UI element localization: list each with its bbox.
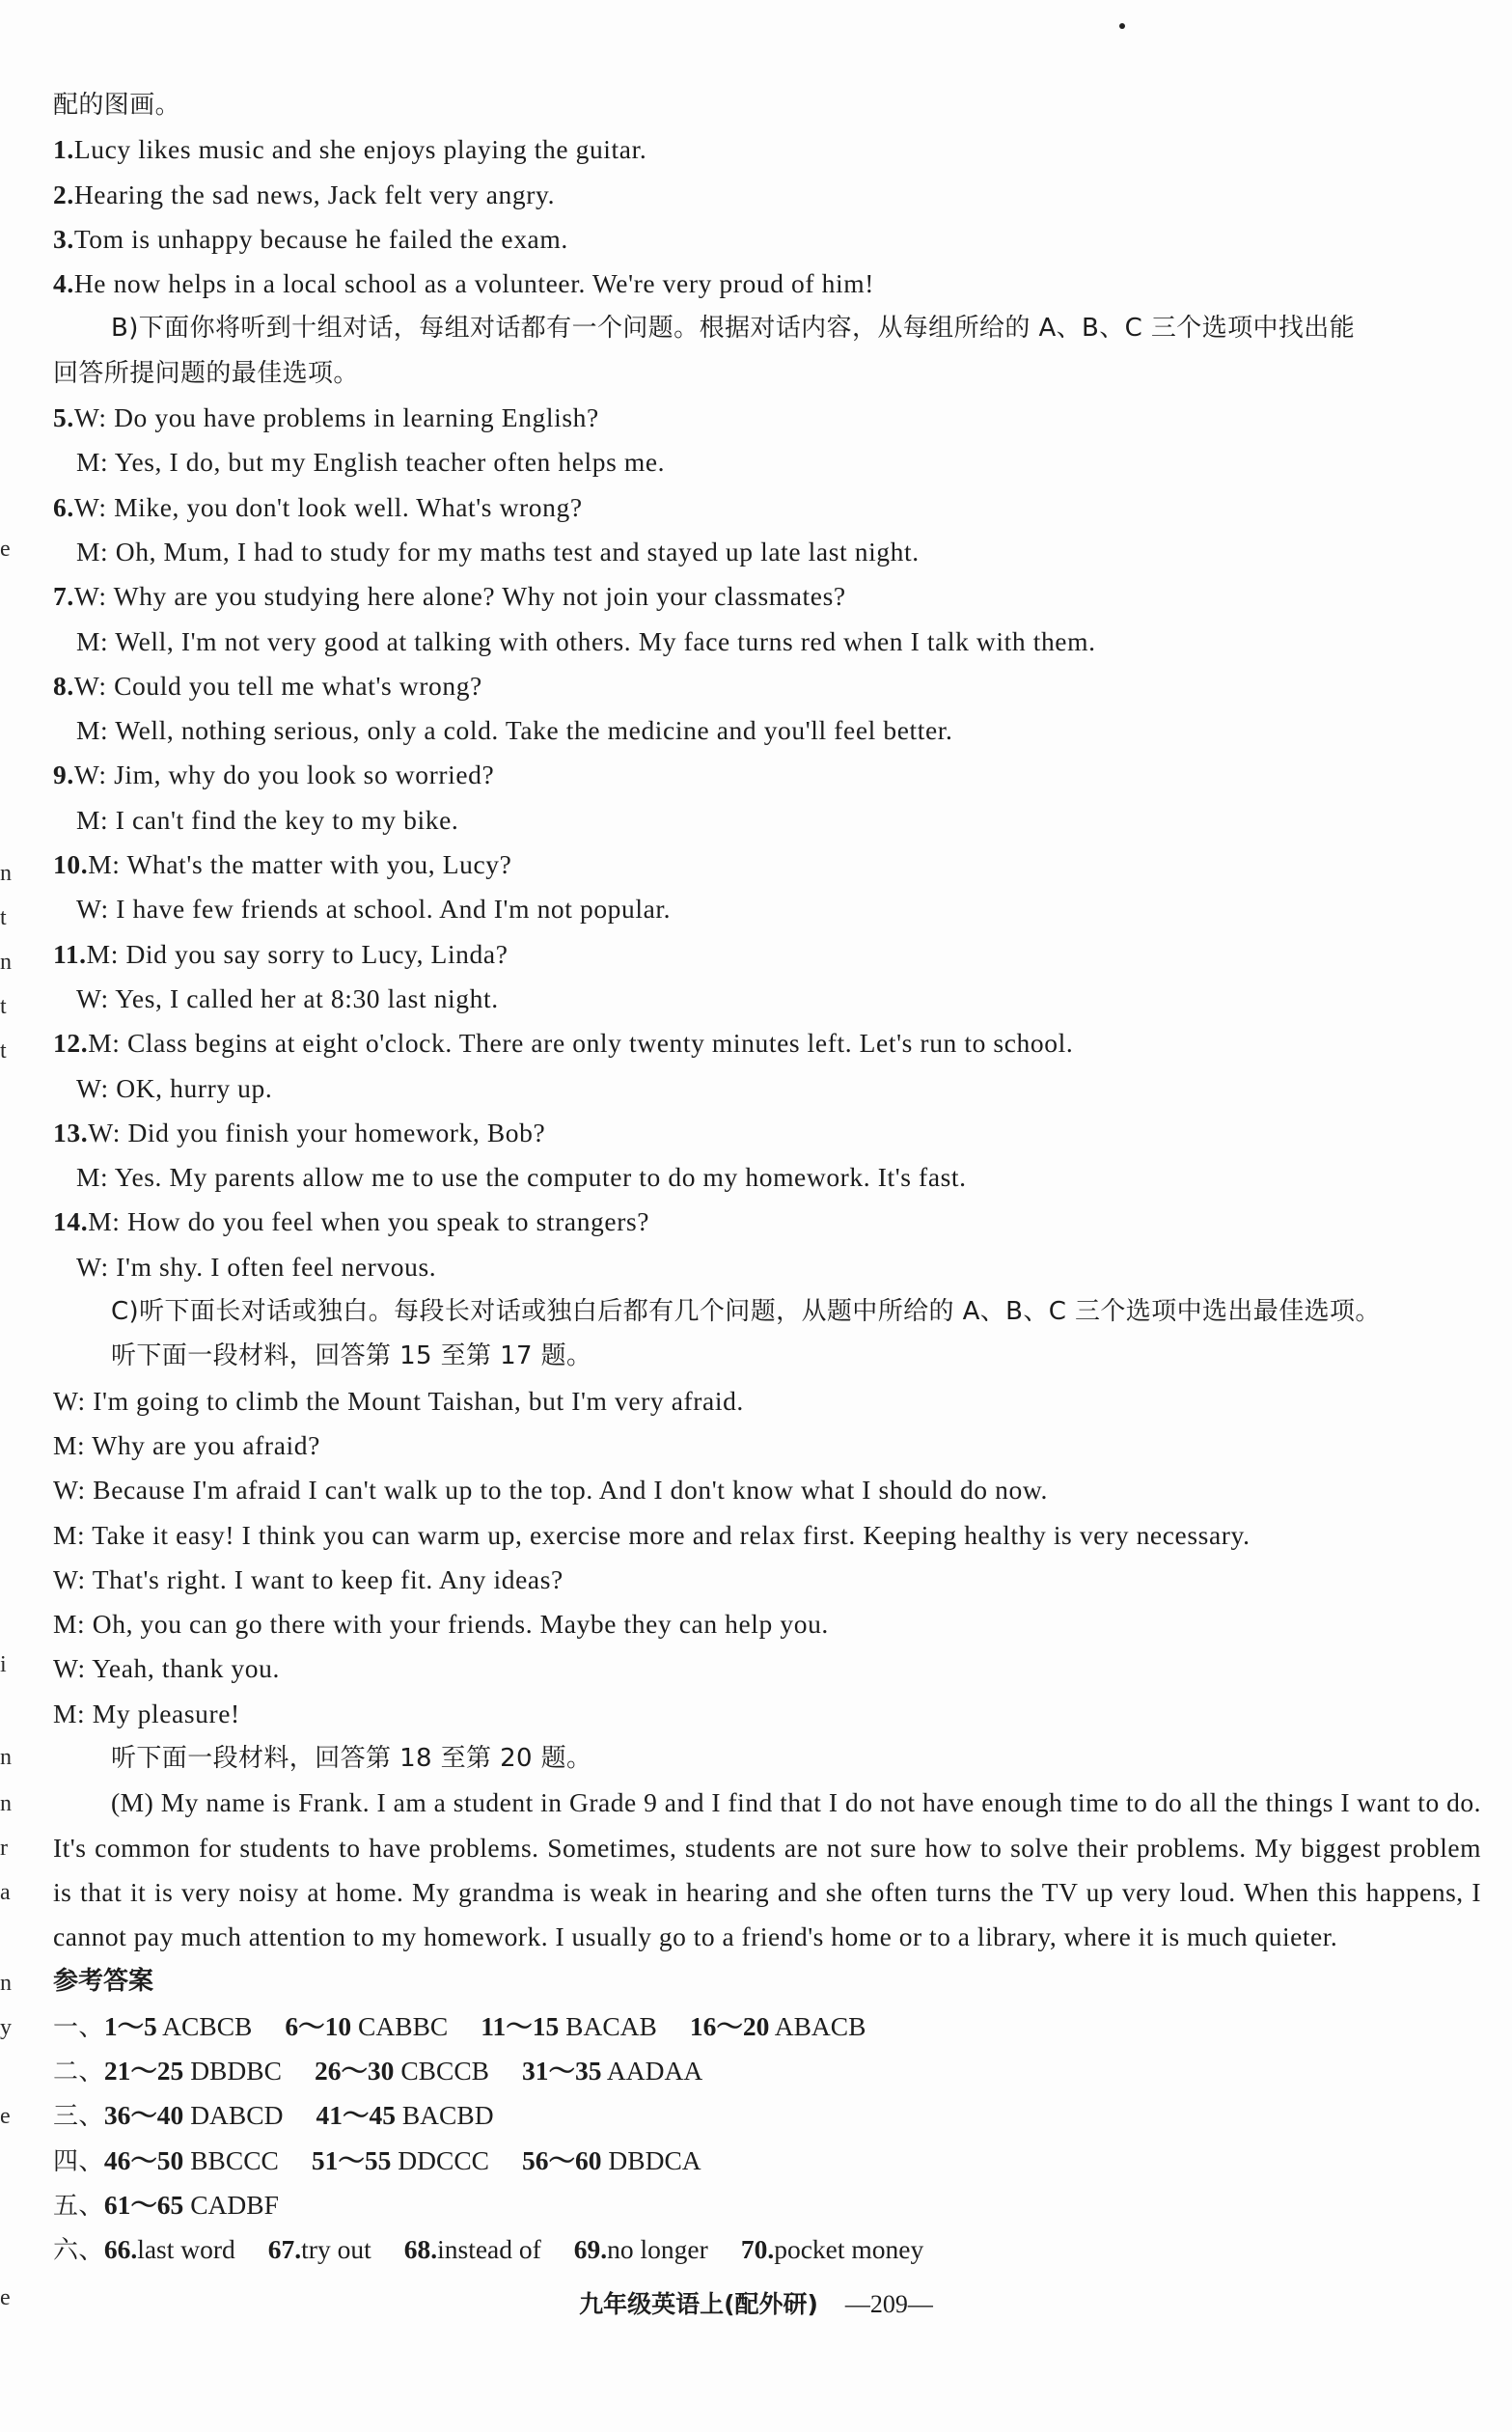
page-number: —209— (844, 2290, 933, 2318)
dialogue-first: 14.M: How do you feel when you speak to strangers? (53, 1206, 650, 1237)
section-b-instruction-cont: 回答所提问题的最佳选项。 (53, 358, 359, 388)
conversation-line: W: I'm going to climb the Mount Taishan, but I'm very afraid. (53, 1385, 744, 1416)
monologue-paragraph: (M) My name is Frank. I am a student in Grade 9 and I find that I do not have enough time to do all the things I want to do. It's common for students to have problems. Sometimes, students are not sure how to solve their problems. My biggest problem is that it is very noisy at home. My grandma is weak in hearing and she often turns the TV up very loud. When this happens, I cannot pay much attention to my homework. I usually go to a friend's home or to a library, where it is much quieter. (53, 1787, 1481, 1952)
margin-letter: e (0, 537, 11, 562)
dialogue-second: W: I'm shy. I often feel nervous. (76, 1251, 437, 1282)
answer-row: 一、1～5 ACBCB 6～10 CABBC 11～15 BACAB 16～20 ABACB (53, 2010, 866, 2042)
conversation-line: M: Why are you afraid? (53, 1429, 320, 1460)
conversation-line: M: My pleasure! (53, 1698, 240, 1728)
dialogue-second: M: Oh, Mum, I had to study for my maths test and stayed up late last night. (76, 536, 920, 567)
margin-letter: n (0, 1971, 12, 1996)
conversation-line: W: That's right. I want to keep fit. Any ideas? (53, 1563, 564, 1594)
print-dot (1119, 23, 1125, 29)
dialogue-first: 8.W: Could you tell me what's wrong? (53, 670, 482, 701)
listening-script (53, 83, 1481, 2273)
margin-letter: n (0, 1791, 12, 1816)
dialogue-first: 11.M: Did you say sorry to Lucy, Linda? (53, 938, 509, 969)
section-a-item: 2.Hearing the sad news, Jack felt very angry. (53, 179, 556, 209)
left-margin-bleed (0, 0, 19, 2432)
margin-letter: a (0, 1880, 11, 1905)
dialogue-first: 9.W: Jim, why do you look so worried? (53, 760, 495, 790)
material-1-intro: 听下面一段材料，回答第 15 至第 17 题。 (111, 1341, 592, 1371)
margin-letter: t (0, 1038, 7, 1064)
dialogue-first: 7.W: Why are you studying here alone? Why not join your classmates? (53, 581, 846, 612)
section-a-item: 3.Tom is unhappy because he failed the exam. (53, 223, 568, 254)
margin-letter: i (0, 1652, 7, 1677)
answer-row: 三、36～40 DABCD 41～45 BACBD (53, 2100, 494, 2132)
conversation-line: W: Yeah, thank you. (53, 1653, 280, 1684)
dialogue-second: M: Yes, I do, but my English teacher often helps me. (76, 447, 666, 478)
conversation-line: M: Oh, you can go there with your friends. Maybe they can help you. (53, 1609, 829, 1640)
margin-letter: n (0, 950, 12, 975)
section-b-instruction: B)下面你将听到十组对话，每组对话都有一个问题。根据对话内容，从每组所给的 A、B、C 三个选项中找出能 (111, 314, 1356, 344)
conversation-line: W: Because I'm afraid I can't walk up to the top. And I don't know what I should do now. (53, 1475, 1048, 1506)
margin-letter: t (0, 994, 7, 1019)
conversation-line: M: Take it easy! I think you can warm up, exercise more and relax first. Keeping healthy is very necessary. (53, 1519, 1251, 1550)
material-2-intro: 听下面一段材料，回答第 18 至第 20 题。 (111, 1743, 592, 1773)
answer-row: 六、66.last word 67.try out 68.instead of 69.no longer 70.pocket money (53, 2234, 924, 2266)
margin-letter: y (0, 2015, 12, 2040)
dialogue-second: W: Yes, I called her at 8:30 last night. (76, 982, 499, 1013)
dialogue-second: W: I have few friends at school. And I'm not popular. (76, 894, 672, 925)
dialogue-second: M: Yes. My parents allow me to use the computer to do my homework. It's fast. (76, 1162, 967, 1193)
dialogue-first: 6.W: Mike, you don't look well. What's wrong? (53, 491, 583, 522)
intro-fragment: 配的图画。 (53, 91, 181, 120)
dialogue-second: M: I can't find the key to my bike. (76, 804, 459, 835)
answer-row: 四、46～50 BBCCC 51～55 DDCCC 56～60 DBDCA (53, 2144, 701, 2176)
dialogue-first: 5.W: Do you have problems in learning English? (53, 402, 599, 433)
margin-letter: n (0, 861, 12, 886)
page-footer (0, 2285, 1512, 2320)
answer-row: 五、61～65 CADBF (53, 2189, 279, 2221)
dialogue-second: M: Well, nothing serious, only a cold. Take the medicine and you'll feel better. (76, 715, 953, 746)
margin-letter: e (0, 2104, 11, 2129)
book-title: 九年级英语上(配外研) (579, 2290, 818, 2318)
margin-letter: t (0, 905, 7, 930)
section-a-item: 1.Lucy likes music and she enjoys playing the guitar. (53, 134, 647, 165)
dialogue-first: 13.W: Did you finish your homework, Bob? (53, 1117, 546, 1147)
margin-letter: r (0, 1836, 8, 1861)
dialogue-first: 12.M: Class begins at eight o'clock. There are only twenty minutes left. Let's run to school. (53, 1028, 1074, 1059)
dialogue-second: M: Well, I'm not very good at talking with others. My face turns red when I talk with them. (76, 625, 1096, 656)
dialogue-second: W: OK, hurry up. (76, 1072, 273, 1103)
answers-heading: 参考答案 (53, 1967, 154, 1997)
section-a-item: 4.He now helps in a local school as a volunteer. We're very proud of him! (53, 268, 874, 299)
margin-letter: n (0, 1745, 12, 1770)
section-c-instruction: C)听下面长对话或独白。每段长对话或独白后都有几个问题，从题中所给的 A、B、C 三个选项中选出最佳选项。 (111, 1297, 1381, 1327)
margin-letter: e (0, 2285, 11, 2310)
dialogue-first: 10.M: What's the matter with you, Lucy? (53, 849, 512, 880)
answer-row: 二、21～25 DBDBC 26～30 CBCCB 31～35 AADAA (53, 2056, 703, 2087)
